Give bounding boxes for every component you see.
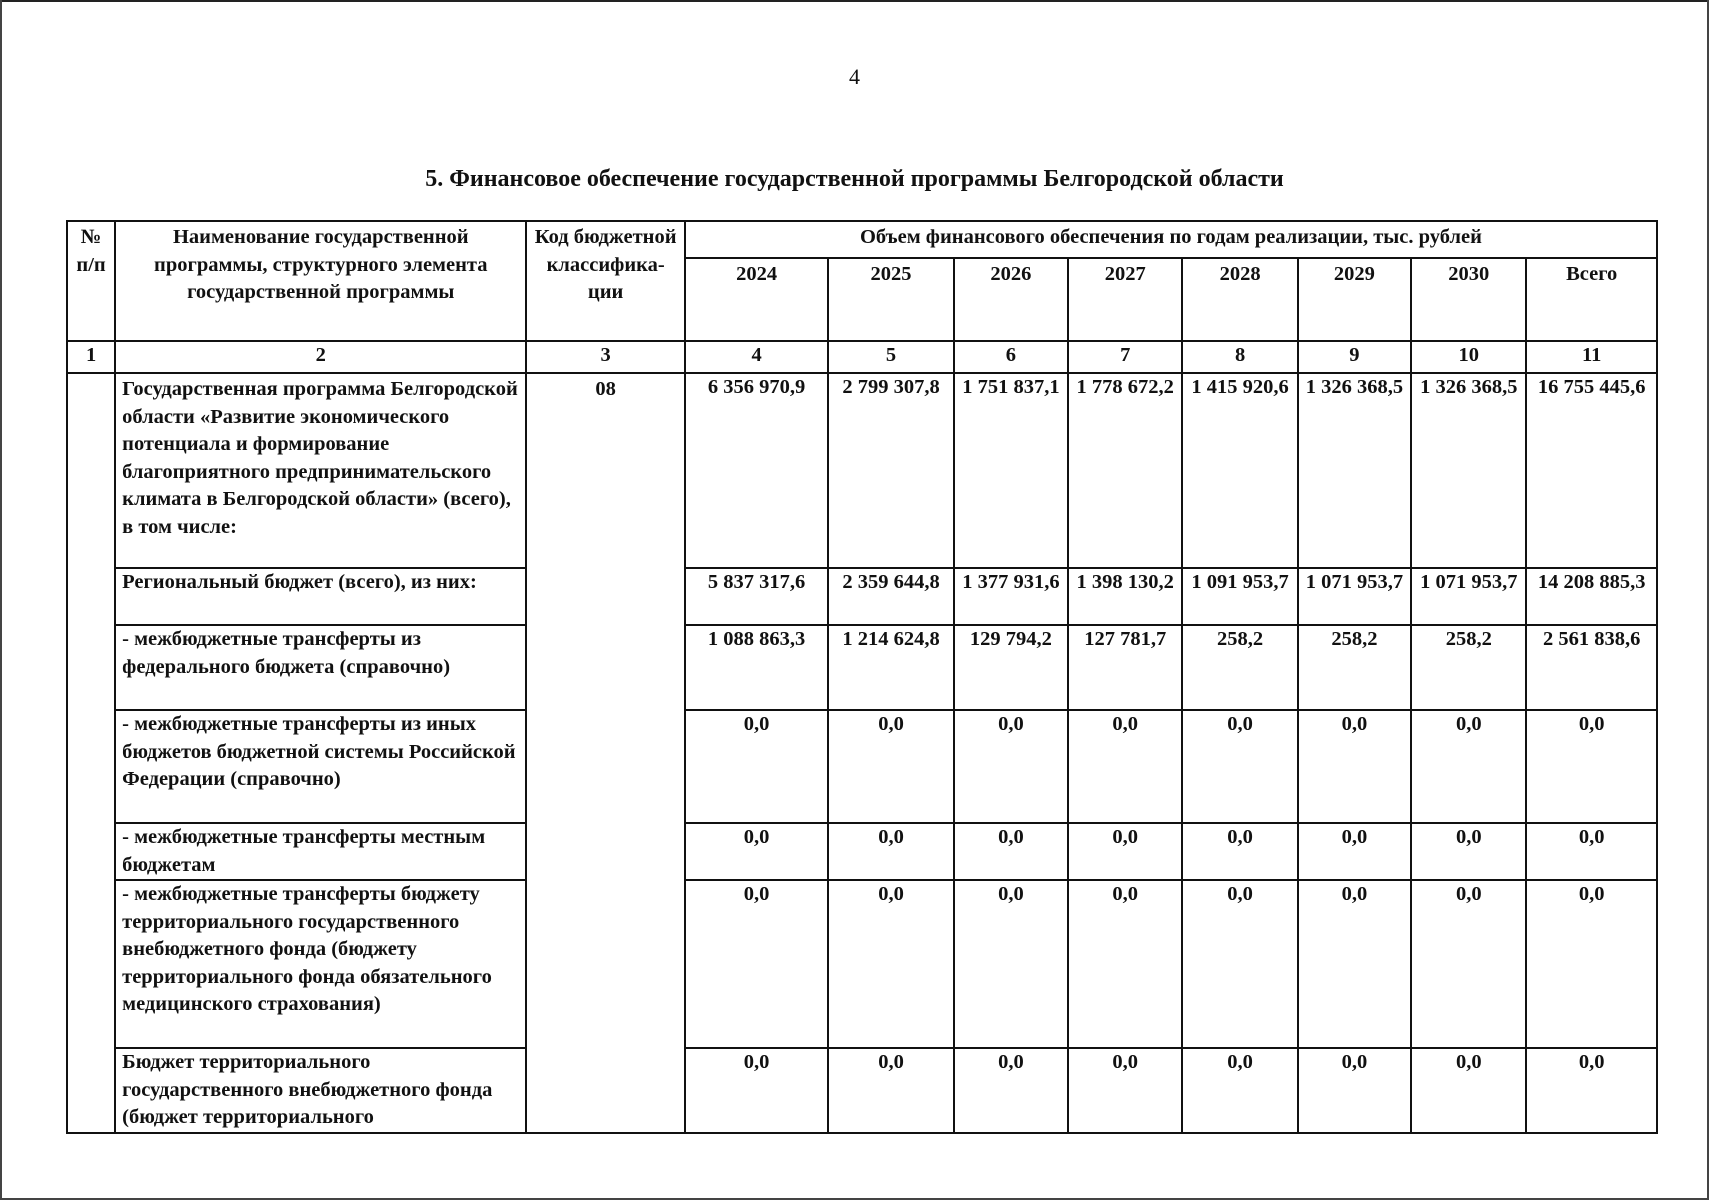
- value-cell: 0,0: [1411, 880, 1526, 1048]
- value-cell: 0,0: [1298, 1048, 1411, 1133]
- value-cell: 129 794,2: [954, 625, 1068, 710]
- budget-code: 08: [526, 373, 684, 1133]
- header-col-volume: Объем финансового обеспечения по годам реализации, тыс. рублей: [685, 221, 1657, 258]
- header-year-2029: 2029: [1298, 258, 1411, 341]
- value-cell: 1 751 837,1: [954, 373, 1068, 568]
- row-name: - межбюджетные трансферты из федерального бюджета (справочно): [115, 625, 526, 710]
- column-index: 7: [1068, 341, 1182, 373]
- value-cell: 6 356 970,9: [685, 373, 828, 568]
- column-index: 5: [828, 341, 953, 373]
- value-cell: 0,0: [954, 1048, 1068, 1133]
- financing-table: [66, 220, 1658, 1134]
- header-col-no: № п/п: [67, 221, 115, 341]
- value-cell: 0,0: [685, 710, 828, 823]
- table-row: [67, 710, 1657, 823]
- table-row: [67, 1048, 1657, 1133]
- value-cell: 0,0: [1068, 710, 1182, 823]
- column-index: 11: [1526, 341, 1657, 373]
- value-cell: 5 837 317,6: [685, 568, 828, 625]
- value-cell: 0,0: [1068, 1048, 1182, 1133]
- value-cell: 0,0: [1182, 880, 1297, 1048]
- value-cell: 0,0: [1526, 880, 1657, 1048]
- page-number: 4: [849, 64, 860, 89]
- value-cell: 1 326 368,5: [1298, 373, 1411, 568]
- page-edge-top: [0, 0, 1709, 2]
- value-cell: 1 415 920,6: [1182, 373, 1297, 568]
- header-row-1: [67, 221, 1657, 258]
- column-index: 8: [1182, 341, 1297, 373]
- value-cell: 0,0: [1526, 710, 1657, 823]
- value-cell: 0,0: [1298, 823, 1411, 880]
- value-cell: 0,0: [1298, 710, 1411, 823]
- value-cell: 0,0: [1068, 880, 1182, 1048]
- column-index: 6: [954, 341, 1068, 373]
- value-cell: 1 214 624,8: [828, 625, 953, 710]
- value-cell: 0,0: [828, 880, 953, 1048]
- value-cell: 16 755 445,6: [1526, 373, 1657, 568]
- value-cell: 0,0: [1298, 880, 1411, 1048]
- header-year-2028: 2028: [1182, 258, 1297, 341]
- row-name: Региональный бюджет (всего), из них:: [115, 568, 526, 625]
- column-index-row: [67, 341, 1657, 373]
- header-year-2025: 2025: [828, 258, 953, 341]
- value-cell: 1 398 130,2: [1068, 568, 1182, 625]
- value-cell: 0,0: [828, 710, 953, 823]
- value-cell: 14 208 885,3: [1526, 568, 1657, 625]
- value-cell: 0,0: [1526, 1048, 1657, 1133]
- value-cell: 258,2: [1182, 625, 1297, 710]
- value-cell: 0,0: [954, 880, 1068, 1048]
- table-row: [67, 568, 1657, 625]
- value-cell: 1 071 953,7: [1298, 568, 1411, 625]
- table-row: [67, 880, 1657, 1048]
- value-cell: 1 088 863,3: [685, 625, 828, 710]
- value-cell: 2 799 307,8: [828, 373, 953, 568]
- row-name: - межбюджетные трансферты местным бюджетам: [115, 823, 526, 880]
- value-cell: 0,0: [1411, 1048, 1526, 1133]
- section-title: 5. Финансовое обеспечение государственной программы Белгородской области: [425, 166, 1284, 192]
- row-name: Бюджет территориального государственного внебюджетного фонда (бюджет территориального: [115, 1048, 526, 1133]
- value-cell: 2 359 644,8: [828, 568, 953, 625]
- column-index: 10: [1411, 341, 1526, 373]
- header-year-2024: 2024: [685, 258, 828, 341]
- row-number-cell: [67, 373, 115, 1133]
- value-cell: 0,0: [1182, 823, 1297, 880]
- header-total: Всего: [1526, 258, 1657, 341]
- value-cell: 1 326 368,5: [1411, 373, 1526, 568]
- value-cell: 0,0: [1526, 823, 1657, 880]
- value-cell: 258,2: [1298, 625, 1411, 710]
- value-cell: 127 781,7: [1068, 625, 1182, 710]
- column-index: 2: [115, 341, 526, 373]
- value-cell: 0,0: [954, 823, 1068, 880]
- value-cell: 1 778 672,2: [1068, 373, 1182, 568]
- value-cell: 0,0: [828, 1048, 953, 1133]
- header-col-name: Наименование государственной программы, структурного элемента государственной программы: [115, 221, 526, 341]
- value-cell: 0,0: [954, 710, 1068, 823]
- header-year-2026: 2026: [954, 258, 1068, 341]
- column-index: 1: [67, 341, 115, 373]
- value-cell: 0,0: [1068, 823, 1182, 880]
- value-cell: 0,0: [1411, 823, 1526, 880]
- value-cell: 0,0: [685, 880, 828, 1048]
- value-cell: 0,0: [828, 823, 953, 880]
- value-cell: 1 377 931,6: [954, 568, 1068, 625]
- value-cell: 1 071 953,7: [1411, 568, 1526, 625]
- value-cell: 258,2: [1411, 625, 1526, 710]
- column-index: 4: [685, 341, 828, 373]
- value-cell: 2 561 838,6: [1526, 625, 1657, 710]
- value-cell: 0,0: [1182, 1048, 1297, 1133]
- header-year-2027: 2027: [1068, 258, 1182, 341]
- value-cell: 1 091 953,7: [1182, 568, 1297, 625]
- row-name: - межбюджетные трансферты из иных бюджетов бюджетной системы Российской Федерации (справочно): [115, 710, 526, 823]
- column-index: 9: [1298, 341, 1411, 373]
- table-row: [67, 625, 1657, 710]
- table-row: [67, 823, 1657, 880]
- value-cell: 0,0: [1411, 710, 1526, 823]
- value-cell: 0,0: [685, 823, 828, 880]
- value-cell: 0,0: [1182, 710, 1297, 823]
- header-year-2030: 2030: [1411, 258, 1526, 341]
- header-col-code: Код бюджетной классифика-ции: [526, 221, 684, 341]
- row-name: - межбюджетные трансферты бюджету территориального государственного внебюджетного фонда (бюджету территориального фонда обязательного медицинского страхования): [115, 880, 526, 1048]
- value-cell: 0,0: [685, 1048, 828, 1133]
- table-row: [67, 373, 1657, 568]
- column-index: 3: [526, 341, 684, 373]
- row-name: Государственная программа Белгородской области «Развитие экономического потенциала и формирование благоприятного предпринимательского климата в Белгородской области» (всего), в том числе:: [115, 373, 526, 568]
- corner-mark: [1635, 0, 1691, 2]
